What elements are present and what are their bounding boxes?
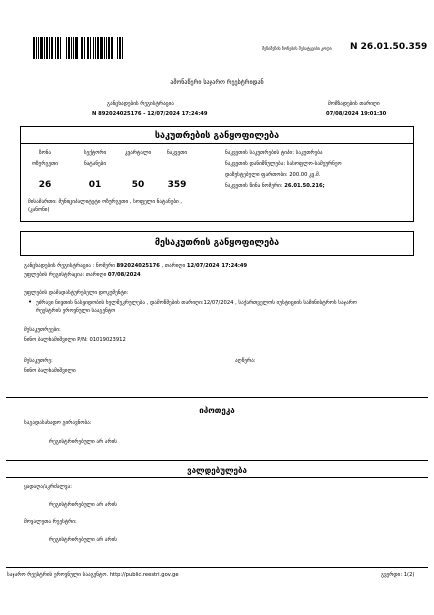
description-label: აღწერა:: [235, 358, 256, 364]
right-reg-date: 07/08/2024: [107, 272, 141, 278]
tax-pledge-label: საგადასახადო გირავნობა:: [24, 420, 92, 426]
barcode-image: [33, 37, 183, 59]
footer-url-link[interactable]: http://public.reestri.gov.ge: [109, 572, 179, 578]
owner-label: მესაკუთრე:: [24, 358, 53, 364]
owner-reg-number: 892024025176: [116, 263, 160, 269]
debtors-registry-label: მოვალეთა რეესტრი:: [24, 519, 77, 525]
owners-value: ნინო ბალხამიშვილი P/N: 01019023912: [24, 337, 126, 343]
mortgage-divider: [6, 397, 428, 398]
owner-value: ნინო ბალხამიშვილი: [24, 368, 76, 374]
owner-reg-date: 12/07/2024 17:24:49: [186, 263, 248, 269]
seizure-value: რეგისტრირებული არ არის: [49, 502, 117, 508]
footer-agency: საჯარო რეესტრის ეროვნული სააგენტო.: [7, 572, 109, 578]
owner-reg-label: განცხადების რეგისტრაცია : ნომერი: [24, 263, 115, 269]
parcel-purpose-value: სასოფლო-სამეურნეო: [286, 161, 342, 167]
zone-name: ოზურგეთი: [31, 161, 58, 167]
sector-value: 01: [88, 180, 102, 190]
mortgage-section-title: იპოთეკა: [199, 406, 235, 415]
seizure-label: ყადაღა/აკრძალვა:: [24, 484, 72, 490]
area-label: დაზუსტებული ფართობი:: [225, 172, 288, 178]
zone-code-caption: შენიშვნის ზონების შესატყვისი კოდი: [262, 46, 332, 51]
parcel-value: 359: [167, 180, 187, 190]
owner-section-title: მესაკუთრის განყოფილება: [154, 238, 280, 248]
footer-divider: [6, 567, 428, 568]
sector-name: ნატანები: [83, 161, 107, 167]
registration-label: განცხადების რეგისტრაცია: [107, 101, 174, 107]
property-section-title: საკუთრების განყოფილება: [154, 131, 280, 141]
encumbrance-section-title: ვალდებულება: [187, 466, 247, 475]
quarter-label: კვარტალი: [124, 150, 152, 156]
tax-pledge-value: რეგისტრირებული არ არის: [49, 439, 117, 445]
ownership-type: ნაკვეთის საკუთრების ტიპი: საკუთრება: [225, 150, 323, 156]
prepared-date-label: მომზადების თარიღი: [328, 101, 380, 107]
agency-title: ამონაწერი საჯარო რეესტრიდან: [170, 79, 264, 86]
owners-label: მესაკუთრეები:: [24, 327, 61, 333]
right-reg-label: უფლების რეგისტრაცია: თარიღი: [24, 272, 107, 278]
zone-label: ზონა: [38, 150, 52, 156]
barcode-bar: [123, 37, 124, 59]
parcel-label: ნაკვეთი: [166, 150, 188, 156]
quarter-value: 50: [131, 180, 145, 190]
encumbrance-divider-top: [6, 460, 428, 461]
parcel-purpose-label: ნაკვეთის დანიშნულება:: [225, 161, 286, 167]
prepared-date-value: 07/08/2024 19:01:30: [326, 111, 387, 117]
page-number: გვერდი: 1(2): [381, 572, 415, 578]
zone-value: 26: [38, 180, 52, 190]
previous-number-label: ნაკვეთის წინა ნომერი:: [225, 183, 283, 189]
encumbrance-divider-bottom: [6, 477, 428, 478]
address: მისამართი: მუნიციპალიტეტი ოზურგეთი , სოფელი ნატანები , (კანონი): [28, 199, 183, 213]
cadastral-code: N 26.01.50.359: [350, 42, 428, 52]
basis-doc-text: • უძრავი ნივთის ნასყიდობის ხელშეკრულება , დამოწმების თარიღი:12/07/2024 , საქართველოს იუსტიციის სამინისტროს საჯარო რეესტრის ეროვნული სააგენტო: [36, 299, 376, 315]
debtors-registry-value: რეგისტრირებული არ არის: [49, 537, 117, 543]
owner-reg-date-label: , თარიღი: [161, 263, 186, 269]
registration-value: N 892024025176 - 12/07/2024 17:24:49: [92, 111, 208, 117]
property-divider: [21, 143, 413, 144]
previous-number-value: 26.01.50.216;: [284, 183, 325, 189]
area-value: 200.00 კვ.მ.: [289, 172, 321, 178]
sector-label: სექტორი: [83, 150, 107, 156]
basis-doc-label: უფლების დამადასტურებელი დოკუმენტი:: [24, 290, 129, 296]
